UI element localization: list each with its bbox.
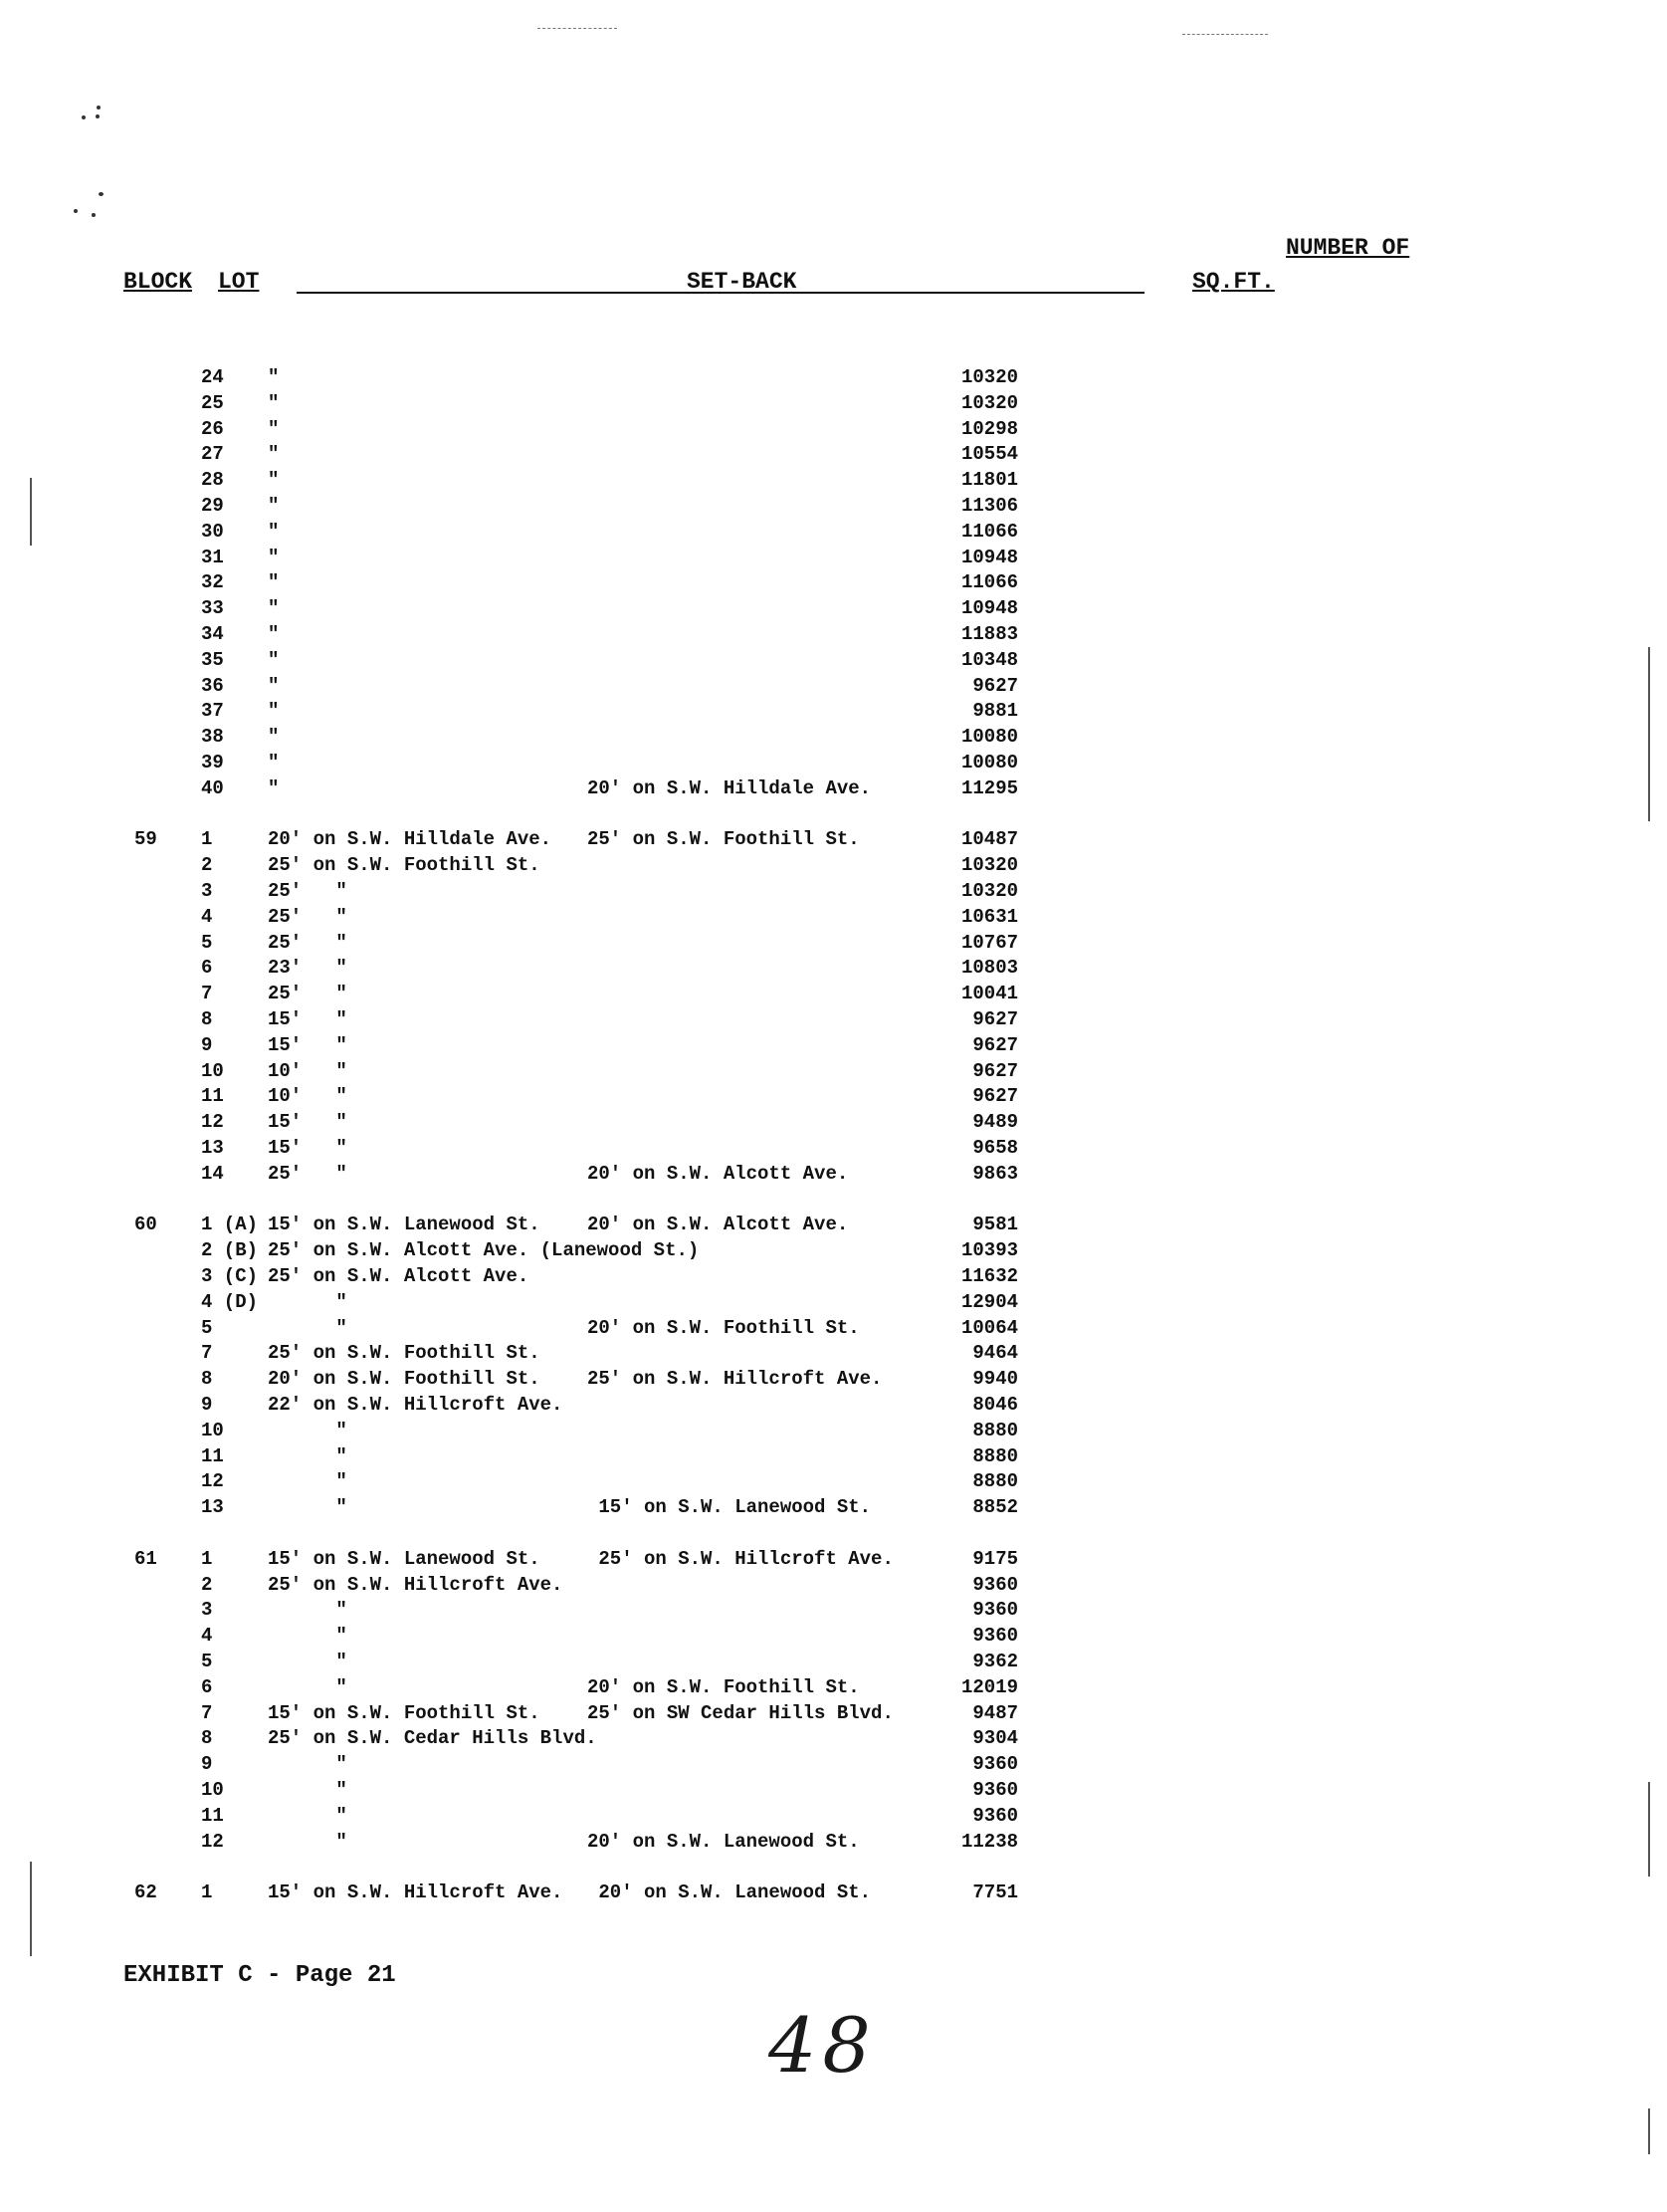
row-lot: 8 <box>201 1727 213 1749</box>
row-setback-primary: " <box>268 1676 347 1698</box>
row-sqft: 9362 <box>972 1651 1018 1672</box>
row-lot: 5 <box>201 932 213 954</box>
row-setback-primary: 10' " <box>268 1085 347 1107</box>
row-setback-primary: 15' on S.W. Foothill St. <box>268 1702 540 1724</box>
row-sqft: 9627 <box>972 1085 1018 1107</box>
row-setback-primary: " <box>268 1779 347 1801</box>
row-setback-primary: " <box>268 392 280 414</box>
row-sqft: 9464 <box>972 1342 1018 1364</box>
row-lot: 35 <box>201 649 224 671</box>
row-setback-primary: 25' " <box>268 1163 347 1185</box>
row-sqft: 9627 <box>972 1034 1018 1056</box>
row-setback-primary: 25' on S.W. Cedar Hills Blvd. <box>268 1727 597 1749</box>
exhibit-footer: EXHIBIT C - Page 21 <box>123 1962 396 1989</box>
row-sqft: 11632 <box>960 1265 1018 1287</box>
row-sqft: 10803 <box>960 957 1018 979</box>
row-setback-secondary: 15' on S.W. Lanewood St. <box>587 1496 872 1518</box>
row-setback-primary: " <box>268 1753 347 1775</box>
row-lot: 8 <box>201 1008 213 1030</box>
row-setback-primary: " <box>268 1651 347 1672</box>
handwritten-page-number: 48 <box>768 2001 877 2090</box>
row-setback-primary: " <box>268 752 280 774</box>
row-sqft: 10041 <box>960 983 1018 1004</box>
row-setback-primary: " <box>268 1470 347 1492</box>
row-setback-primary: 25' on S.W. Foothill St. <box>268 854 540 876</box>
row-setback-primary: " <box>268 443 280 465</box>
scan-edge-line <box>30 1862 32 1956</box>
row-sqft: 9360 <box>972 1805 1018 1827</box>
row-setback-primary: 15' on S.W. Lanewood St. <box>268 1214 540 1235</box>
row-setback-secondary: 25' on S.W. Foothill St. <box>587 828 860 850</box>
scan-dash <box>1182 34 1268 35</box>
row-setback-primary: 25' " <box>268 906 347 928</box>
row-lot: 7 <box>201 983 213 1004</box>
header-lot-label: LOT <box>218 269 260 295</box>
row-setback-primary: " <box>268 1805 347 1827</box>
row-sqft: 10320 <box>960 880 1018 902</box>
row-setback-primary: 15' on S.W. Lanewood St. <box>268 1548 540 1570</box>
row-block: 61 <box>134 1548 157 1570</box>
scan-dash <box>537 28 617 29</box>
row-setback-primary: 15' " <box>268 1008 347 1030</box>
row-setback-primary: " <box>268 418 280 440</box>
row-sqft: 9658 <box>972 1137 1018 1159</box>
row-setback-primary: " <box>268 495 280 517</box>
row-lot: 1 <box>201 828 213 850</box>
row-setback-primary: " <box>268 777 280 799</box>
row-sqft: 11066 <box>960 521 1018 543</box>
row-sqft: 8880 <box>972 1420 1018 1441</box>
row-sqft: 9360 <box>972 1625 1018 1647</box>
row-setback-secondary: 20' on S.W. Foothill St. <box>587 1676 860 1698</box>
row-lot: 10 <box>201 1779 224 1801</box>
row-lot: 9 <box>201 1034 213 1056</box>
row-lot: 11 <box>201 1445 224 1467</box>
row-lot: 2 (B) <box>201 1239 259 1261</box>
row-setback-primary: 15' " <box>268 1111 347 1133</box>
row-sqft: 9304 <box>972 1727 1018 1749</box>
row-sqft: 8852 <box>972 1496 1018 1518</box>
header-block-label: BLOCK <box>123 269 193 295</box>
row-lot: 12 <box>201 1831 224 1853</box>
row-sqft: 8880 <box>972 1445 1018 1467</box>
header-sqft-label-line1: NUMBER OF <box>1286 235 1410 261</box>
row-lot: 1 <box>201 1548 213 1570</box>
row-setback-primary: " <box>268 1625 347 1647</box>
header-sqft-label-line2: SQ.FT. <box>1192 269 1275 295</box>
row-sqft: 9487 <box>972 1702 1018 1724</box>
row-setback-secondary: 20' on S.W. Hilldale Ave. <box>587 777 872 799</box>
scan-edge-line <box>30 478 32 546</box>
row-sqft: 9627 <box>972 675 1018 697</box>
row-setback-primary: " <box>268 1420 347 1441</box>
row-lot: 34 <box>201 623 224 645</box>
scan-edge-line <box>1648 2108 1650 2154</box>
scan-speck <box>82 115 86 119</box>
scan-edge-line <box>1648 647 1650 821</box>
row-setback-primary: 20' on S.W. Hilldale Ave. <box>268 828 552 850</box>
row-sqft: 10487 <box>960 828 1018 850</box>
header-setback-label: SET-BACK <box>687 269 797 295</box>
row-lot: 27 <box>201 443 224 465</box>
row-sqft: 11801 <box>960 469 1018 491</box>
row-setback-primary: " <box>268 521 280 543</box>
row-sqft: 10554 <box>960 443 1018 465</box>
row-lot: 26 <box>201 418 224 440</box>
row-sqft: 9360 <box>972 1599 1018 1621</box>
scan-speck <box>74 209 78 213</box>
row-setback-secondary: 20' on S.W. Lanewood St. <box>587 1831 860 1853</box>
row-sqft: 7751 <box>972 1881 1018 1903</box>
scan-speck <box>92 213 96 217</box>
row-sqft: 10948 <box>960 597 1018 619</box>
row-lot: 7 <box>201 1342 213 1364</box>
row-setback-primary: 15' " <box>268 1034 347 1056</box>
row-sqft: 10320 <box>960 366 1018 388</box>
row-sqft: 10080 <box>960 752 1018 774</box>
scan-speck <box>97 106 101 110</box>
row-setback-primary: 25' " <box>268 932 347 954</box>
row-setback-secondary: 20' on S.W. Lanewood St. <box>587 1881 872 1903</box>
row-lot: 11 <box>201 1805 224 1827</box>
row-setback-primary: " <box>268 1831 347 1853</box>
scan-speck <box>96 114 100 118</box>
row-sqft: 10064 <box>960 1317 1018 1339</box>
header-rule-center <box>557 292 1145 294</box>
row-sqft: 9863 <box>972 1163 1018 1185</box>
row-lot: 32 <box>201 571 224 593</box>
row-sqft: 9627 <box>972 1008 1018 1030</box>
row-lot: 7 <box>201 1702 213 1724</box>
row-sqft: 10348 <box>960 649 1018 671</box>
row-setback-primary: " <box>268 1599 347 1621</box>
row-setback-secondary: 25' on SW Cedar Hills Blvd. <box>587 1702 894 1724</box>
row-sqft: 8046 <box>972 1394 1018 1416</box>
row-lot: 10 <box>201 1060 224 1082</box>
row-lot: 4 <box>201 906 213 928</box>
row-lot: 13 <box>201 1137 224 1159</box>
row-setback-secondary: 20' on S.W. Alcott Ave. <box>587 1214 849 1235</box>
row-setback-primary: " <box>268 1445 347 1467</box>
row-setback-secondary: 25' on S.W. Hillcroft Ave. <box>587 1368 883 1390</box>
row-setback-secondary: 25' on S.W. Hillcroft Ave. <box>587 1548 894 1570</box>
row-sqft: 10393 <box>960 1239 1018 1261</box>
row-lot: 8 <box>201 1368 213 1390</box>
row-lot: 4 (D) <box>201 1291 259 1313</box>
row-lot: 13 <box>201 1496 224 1518</box>
row-sqft: 12904 <box>960 1291 1018 1313</box>
row-setback-primary: " <box>268 1291 347 1313</box>
row-setback-primary: " <box>268 649 280 671</box>
row-sqft: 9360 <box>972 1574 1018 1596</box>
row-block: 59 <box>134 828 157 850</box>
row-lot: 4 <box>201 1625 213 1647</box>
row-sqft: 12019 <box>960 1676 1018 1698</box>
row-setback-primary: 15' on S.W. Hillcroft Ave. <box>268 1881 563 1903</box>
row-sqft: 10948 <box>960 547 1018 568</box>
row-setback-primary: 25' on S.W. Hillcroft Ave. <box>268 1574 563 1596</box>
row-lot: 12 <box>201 1470 224 1492</box>
row-sqft: 9881 <box>972 700 1018 722</box>
row-lot: 11 <box>201 1085 224 1107</box>
row-sqft: 10320 <box>960 854 1018 876</box>
row-setback-primary: " <box>268 469 280 491</box>
row-lot: 31 <box>201 547 224 568</box>
row-sqft: 10298 <box>960 418 1018 440</box>
row-sqft: 10320 <box>960 392 1018 414</box>
row-lot: 14 <box>201 1163 224 1185</box>
row-sqft: 9360 <box>972 1753 1018 1775</box>
row-lot: 6 <box>201 957 213 979</box>
row-setback-primary: " <box>268 1317 347 1339</box>
row-sqft: 9581 <box>972 1214 1018 1235</box>
row-sqft: 11238 <box>960 1831 1018 1853</box>
row-lot: 37 <box>201 700 224 722</box>
scan-edge-line <box>1648 1782 1650 1877</box>
row-sqft: 11306 <box>960 495 1018 517</box>
row-lot: 10 <box>201 1420 224 1441</box>
row-setback-primary: " <box>268 726 280 748</box>
row-lot: 1 <box>201 1881 213 1903</box>
row-lot: 2 <box>201 1574 213 1596</box>
row-sqft: 10080 <box>960 726 1018 748</box>
row-setback-secondary: 20' on S.W. Foothill St. <box>587 1317 860 1339</box>
row-lot: 40 <box>201 777 224 799</box>
row-lot: 3 <box>201 880 213 902</box>
row-setback-primary: 25' " <box>268 983 347 1004</box>
row-lot: 6 <box>201 1676 213 1698</box>
row-setback-primary: 10' " <box>268 1060 347 1082</box>
row-lot: 38 <box>201 726 224 748</box>
row-setback-primary: 20' on S.W. Foothill St. <box>268 1368 540 1390</box>
row-setback-primary: " <box>268 675 280 697</box>
row-lot: 28 <box>201 469 224 491</box>
row-sqft: 9489 <box>972 1111 1018 1133</box>
row-sqft: 9360 <box>972 1779 1018 1801</box>
row-setback-primary: 25' on S.W. Foothill St. <box>268 1342 540 1364</box>
row-sqft: 11295 <box>960 777 1018 799</box>
row-lot: 5 <box>201 1651 213 1672</box>
row-lot: 9 <box>201 1394 213 1416</box>
row-lot: 5 <box>201 1317 213 1339</box>
row-lot: 12 <box>201 1111 224 1133</box>
row-lot: 3 <box>201 1599 213 1621</box>
row-setback-primary: " <box>268 700 280 722</box>
row-lot: 39 <box>201 752 224 774</box>
row-sqft: 9627 <box>972 1060 1018 1082</box>
row-setback-primary: " <box>268 547 280 568</box>
row-setback-primary: " <box>268 597 280 619</box>
row-setback-primary: 22' on S.W. Hillcroft Ave. <box>268 1394 563 1416</box>
row-setback-primary: " <box>268 623 280 645</box>
row-sqft: 8880 <box>972 1470 1018 1492</box>
row-setback-primary: 25' on S.W. Alcott Ave. <box>268 1265 529 1287</box>
row-block: 60 <box>134 1214 157 1235</box>
row-sqft: 11066 <box>960 571 1018 593</box>
row-setback-primary: " <box>268 366 280 388</box>
row-lot: 33 <box>201 597 224 619</box>
row-sqft: 9940 <box>972 1368 1018 1390</box>
row-setback-primary: 25' " <box>268 880 347 902</box>
row-lot: 3 (C) <box>201 1265 259 1287</box>
row-setback-primary: 15' " <box>268 1137 347 1159</box>
row-sqft: 11883 <box>960 623 1018 645</box>
header-rule-left <box>297 292 557 294</box>
row-block: 62 <box>134 1881 157 1903</box>
row-sqft: 10631 <box>960 906 1018 928</box>
row-lot: 36 <box>201 675 224 697</box>
row-lot: 29 <box>201 495 224 517</box>
row-lot: 30 <box>201 521 224 543</box>
row-setback-primary: 25' on S.W. Alcott Ave. (Lanewood St.) <box>268 1239 700 1261</box>
row-sqft: 10767 <box>960 932 1018 954</box>
scan-speck <box>99 192 104 196</box>
row-lot: 1 (A) <box>201 1214 259 1235</box>
row-setback-secondary: 20' on S.W. Alcott Ave. <box>587 1163 849 1185</box>
row-lot: 24 <box>201 366 224 388</box>
row-sqft: 9175 <box>972 1548 1018 1570</box>
row-setback-primary: " <box>268 571 280 593</box>
row-setback-primary: 23' " <box>268 957 347 979</box>
row-setback-primary: " <box>268 1496 347 1518</box>
row-lot: 2 <box>201 854 213 876</box>
row-lot: 9 <box>201 1753 213 1775</box>
row-lot: 25 <box>201 392 224 414</box>
